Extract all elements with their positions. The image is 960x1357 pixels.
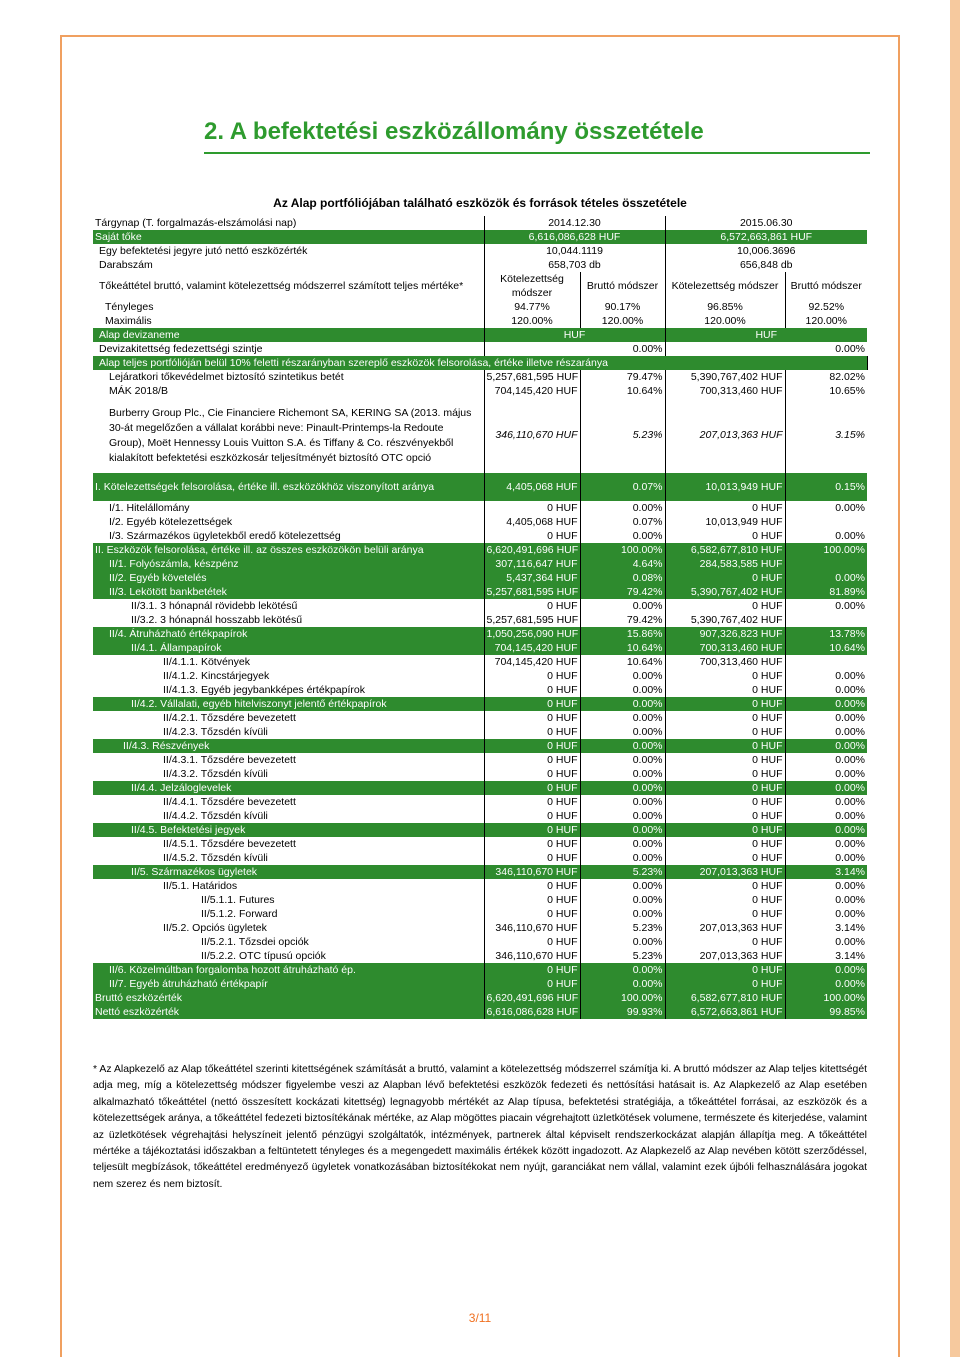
row-label: II/4.1.3. Egyéb jegybankképes értékpapírok: [93, 683, 484, 697]
value-2014: 0 HUF: [484, 501, 580, 515]
table-row: [93, 571, 867, 585]
table-row: [93, 272, 867, 300]
table-row: [93, 697, 867, 711]
value-2014: 346,110,670 HUF: [484, 949, 580, 963]
value-2015: 0.00%: [835, 342, 865, 355]
value-2014: 120.00%: [484, 314, 580, 328]
ratio-2015: 99.85%: [785, 1005, 867, 1019]
value-2015: 2015.06.30: [739, 216, 793, 229]
value-2014: Kötelezettség módszer: [484, 272, 580, 300]
table-row: [93, 216, 867, 230]
ratio-2014: 0.00%: [580, 683, 665, 697]
ratio-2015: 0.00%: [835, 711, 865, 724]
ratio-2015: 0.00%: [785, 781, 867, 795]
ratio-2014: 0.07%: [580, 515, 665, 529]
ratio-2015: 3.15%: [835, 429, 865, 441]
value-2015: 10,013,949 HUF: [665, 473, 785, 501]
value-2015: 0 HUF: [665, 501, 785, 515]
value-2014: 0 HUF: [484, 739, 580, 753]
ratio-2015: 0.00%: [835, 837, 865, 850]
ratio-2014: 0.00%: [580, 753, 665, 767]
value-2014: 704,145,420 HUF: [484, 641, 580, 655]
table-row: [93, 384, 867, 398]
row-label: II/4.5. Befektetési jegyek: [93, 823, 484, 837]
value-2015: 0 HUF: [665, 753, 785, 767]
ratio-2015: Bruttó módszer: [790, 280, 862, 292]
value-2014: 4,405,068 HUF: [484, 515, 580, 529]
value-2014: 6,620,491,696 HUF: [484, 991, 580, 1005]
ratio-2015: 0.15%: [785, 473, 867, 501]
table-row: [93, 342, 867, 356]
value-2014: 346,110,670 HUF: [484, 921, 580, 935]
value-2015: 0 HUF: [665, 893, 785, 907]
table-row: [93, 599, 867, 613]
value-2014: 704,145,420 HUF: [484, 655, 580, 669]
ratio-2014: 90.17%: [580, 300, 665, 314]
value-2014: 0 HUF: [484, 795, 580, 809]
portfolio-table: [93, 216, 868, 1019]
row-label: II/4.5.1. Tőzsdére bevezetett: [93, 837, 484, 851]
ratio-2014: 10.64%: [580, 641, 665, 655]
row-label: Saját tőke: [93, 230, 484, 244]
table-row: [93, 711, 867, 725]
ratio-2015: 0.00%: [835, 725, 865, 738]
value-2014: 0 HUF: [484, 711, 580, 725]
ratio-2015: 0.00%: [835, 935, 865, 948]
value-2014: 658,703 db: [484, 258, 665, 272]
table-row: [93, 781, 867, 795]
ratio-2014: 0.00%: [580, 879, 665, 893]
value-2015: 120.00%: [665, 314, 785, 328]
ratio-2015: 3.14%: [835, 921, 865, 934]
ratio-2014: 0.08%: [580, 571, 665, 585]
value-2014: 4,405,068 HUF: [484, 473, 580, 501]
value-2015: 0 HUF: [665, 809, 785, 823]
ratio-2014: 79.47%: [580, 370, 665, 384]
value-2014: 0 HUF: [484, 683, 580, 697]
value-2015: 6,572,663,861 HUF: [665, 230, 867, 244]
value-2015: 0 HUF: [665, 683, 785, 697]
row-label: Alap devizaneme: [93, 328, 484, 342]
row-label: Egy befektetési jegyre jutó nettó eszközérték: [93, 244, 484, 258]
value-2014: 6,616,086,628 HUF: [484, 1005, 580, 1019]
row-label: II/5.2. Opciós ügyletek: [93, 921, 484, 935]
table-row: [93, 328, 867, 342]
value-2014: 0 HUF: [484, 879, 580, 893]
ratio-2015: [785, 515, 867, 529]
table-row: [93, 963, 867, 977]
value-2014: 0 HUF: [484, 697, 580, 711]
value-2014: 0 HUF: [484, 893, 580, 907]
row-label: II/4.3.2. Tőzsdén kívüli: [93, 767, 484, 781]
table-row: [93, 851, 867, 865]
table-row: [93, 515, 867, 529]
ratio-2015: [785, 655, 867, 669]
table-row: [93, 739, 867, 753]
table-row: [93, 356, 867, 370]
value-2014: 94.77%: [484, 300, 580, 314]
ratio-2014: 0.00%: [580, 893, 665, 907]
ratio-2014: 0.00%: [580, 599, 665, 613]
ratio-2015: 0.00%: [835, 683, 865, 696]
ratio-2014: 0.00%: [580, 907, 665, 921]
value-2014: 5,437,364 HUF: [484, 571, 580, 585]
ratio-2014: 0.00%: [580, 725, 665, 739]
ratio-2015: 0.00%: [835, 879, 865, 892]
table-row: [93, 258, 867, 272]
value-2015: 207,013,363 HUF: [665, 398, 785, 473]
row-label: Devizakitettség fedezettségi szintje: [93, 342, 484, 356]
table-row: [93, 893, 867, 907]
value-2015: 656,848 db: [739, 258, 793, 271]
value-2015: 6,582,677,810 HUF: [665, 991, 785, 1005]
value-2015: 0 HUF: [665, 767, 785, 781]
ratio-2015: 0.00%: [785, 963, 867, 977]
ratio-2015: 82.02%: [829, 370, 865, 383]
row-label: II/4.2.3. Tőzsdén kívüli: [93, 725, 484, 739]
table-row: [93, 501, 867, 515]
row-label: Burberry Group Plc., Cie Financiere Richemont SA, KERING SA (2013. május 30-át megelőzően a vállalat korábbi neve: Pinault-Printemps-la Redoute Group), Moët Hennessy Louis Vuitton S.A. és Tiffany & Co. részvényekből kialakított befektetési eszközkosár teljesítményét biztosító OTC opció: [93, 398, 484, 473]
ratio-2015: 10.65%: [829, 384, 865, 397]
value-2015: 0 HUF: [665, 571, 785, 585]
ratio-2015: 0.00%: [835, 795, 865, 808]
page-number: 3/11: [468, 1311, 492, 1325]
value-2015: 0 HUF: [665, 837, 785, 851]
value-2015: 207,013,363 HUF: [665, 921, 785, 935]
value-2014: 5,257,681,595 HUF: [484, 585, 580, 599]
ratio-2014: 10.64%: [580, 655, 665, 669]
table-row: [93, 613, 867, 627]
value-2015: 96.85%: [665, 300, 785, 314]
ratio-2015: 0.00%: [835, 907, 865, 920]
value-2014: 0 HUF: [484, 725, 580, 739]
table-row: [93, 641, 867, 655]
ratio-2015: 0.00%: [785, 571, 867, 585]
table-row: [93, 977, 867, 991]
table-row: [93, 935, 867, 949]
value-2015: 0 HUF: [665, 795, 785, 809]
value-2014: 1,050,256,090 HUF: [484, 627, 580, 641]
table-row: [93, 398, 867, 473]
row-label: II/4.1.1. Kötvények: [93, 655, 484, 669]
ratio-2014: 120.00%: [580, 314, 665, 328]
value-2014: 0 HUF: [484, 767, 580, 781]
ratio-2014: 0.00%: [580, 529, 665, 543]
ratio-2015: 13.78%: [785, 627, 867, 641]
row-label: Maximális: [93, 314, 484, 328]
table-row: [93, 585, 867, 599]
ratio-2014: 0.00%: [580, 837, 665, 851]
ratio-2015: 0.00%: [835, 893, 865, 906]
value-2015: 0 HUF: [665, 697, 785, 711]
ratio-2015: 3.14%: [835, 949, 865, 962]
value-2014: 0 HUF: [484, 935, 580, 949]
ratio-2015: 0.00%: [835, 753, 865, 766]
value-2015: 0 HUF: [665, 879, 785, 893]
value-2015: Kötelezettség módszer: [665, 272, 785, 300]
ratio-2015: 0.00%: [835, 599, 865, 612]
value-2014: 0 HUF: [484, 907, 580, 921]
value-2015: 0 HUF: [665, 669, 785, 683]
ratio-2015: 120.00%: [805, 314, 847, 327]
row-label: I/1. Hitelállomány: [93, 501, 484, 515]
value-2014: 0 HUF: [484, 529, 580, 543]
value-2014: 5,257,681,595 HUF: [484, 370, 580, 384]
table-row: [93, 991, 867, 1005]
table-row: [93, 683, 867, 697]
value-2014: 2014.12.30: [484, 216, 665, 230]
row-label: Tárgynap (T. forgalmazás-elszámolási nap): [93, 216, 484, 230]
row-label: Lejáratkori tőkevédelmet biztosító szintetikus betét: [93, 370, 484, 384]
table-row: [93, 655, 867, 669]
row-label: II/4.2.1. Tőzsdére bevezetett: [93, 711, 484, 725]
value-2015: 5,390,767,402 HUF: [665, 585, 785, 599]
ratio-2014: 4.64%: [580, 557, 665, 571]
value-2014: 0 HUF: [484, 781, 580, 795]
ratio-2015: 0.00%: [835, 529, 865, 542]
value-2014: 0 HUF: [484, 963, 580, 977]
ratio-2014: 0.00%: [580, 977, 665, 991]
value-2014: 5,257,681,595 HUF: [484, 613, 580, 627]
row-label: II/1. Folyószámla, készpénz: [93, 557, 484, 571]
row-label: Darabszám: [93, 258, 484, 272]
footnote: * Az Alapkezelő az Alap tőkeáttétel szerinti kitettségének számítását a bruttó, valamint a kötelezettség módszerrel számítja ki. A bruttó módszer az Alap teljes kitettségét adja meg, míg a kötelezettség módszer figyelembe veszi az Alapban lévő befektetési eszközök fedezeti és nettósítási hatásait is. Az Alapkezelő az Alap esetében alkalmazható tőkeáttétel (nettó összesített kockázati kitettség) legnagyobb mértékét az Alap típusa, befektetési stratégiája, a tőkeáttétel forrásai, az eszközök és a kötelezettségek aránya, a tőkeáttétel fedezeti biztosítékának mértéke, az Alap mögöttes piacain végrehajtott üzletkötések volumene, természete és kiterjedése, valamint az üzletkötések végrehajtási helyszíneit jelentő pénzügyi szolgáltatók, intézmények, partnerek által képviselt rendszerkockázat alapján állapítja meg. A tőkeáttétel mértéke a tájékoztatási időszakban a feltüntetett tényleges és a megengedett maximális értékek között ingadozott. Az Alapkezelő az Alap nevében kötött szerződéssel, teljesült megbízások, tőkeáttétel eredményező ügyletek vonatkozásában biztosítékokat nem nyújt, garanciákat nem vállal, valamint ezek újbóli felhasználására jogokat nem szerez és nem biztosít.: [93, 1064, 867, 1190]
row-label: II/3.1. 3 hónapnál rövidebb lekötésű: [93, 599, 484, 613]
table-row: [93, 823, 867, 837]
value-2015: 700,313,460 HUF: [665, 655, 785, 669]
value-2015: 0 HUF: [665, 781, 785, 795]
row-label: Nettó eszközérték: [93, 1005, 484, 1019]
value-2015: 5,390,767,402 HUF: [665, 613, 785, 627]
row-label: II/4.3. Részvények: [93, 739, 484, 753]
ratio-2014: 0.00%: [580, 781, 665, 795]
value-2015: 0 HUF: [665, 851, 785, 865]
table-row: [93, 837, 867, 851]
ratio-2015: [785, 557, 867, 571]
value-2014: 10,044.1119: [484, 244, 665, 258]
value-2015: 207,013,363 HUF: [665, 949, 785, 963]
ratio-2014: 0.00%: [580, 669, 665, 683]
table-row: [93, 795, 867, 809]
row-label: II/5.2.1. Tőzsdei opciók: [93, 935, 484, 949]
row-label: II/7. Egyéb átruházható értékpapír: [93, 977, 484, 991]
table-row: [93, 921, 867, 935]
value-2014: 0 HUF: [484, 809, 580, 823]
value-2014: 0 HUF: [484, 851, 580, 865]
ratio-2014: 0.07%: [580, 473, 665, 501]
table-row: [93, 809, 867, 823]
value-2015: 0 HUF: [665, 963, 785, 977]
ratio-2014: 0.00%: [580, 697, 665, 711]
ratio-2014: 0.00%: [580, 823, 665, 837]
ratio-2014: 0.00%: [580, 767, 665, 781]
value-2015: 0 HUF: [665, 725, 785, 739]
value-2015: 284,583,585 HUF: [665, 557, 785, 571]
value-2014: 704,145,420 HUF: [484, 384, 580, 398]
ratio-2014: 0.00%: [580, 711, 665, 725]
ratio-2014: 0.00%: [580, 851, 665, 865]
ratio-2015: 100.00%: [785, 543, 867, 557]
ratio-2014: 100.00%: [580, 543, 665, 557]
row-label: II/4.2. Vállalati, egyéb hitelviszonyt jelentő értékpapírok: [93, 697, 484, 711]
value-2015: 6,582,677,810 HUF: [665, 543, 785, 557]
value-2015: 6,572,663,861 HUF: [665, 1005, 785, 1019]
table-row: [93, 865, 867, 879]
ratio-2014: 100.00%: [580, 991, 665, 1005]
ratio-2014: 0.00%: [580, 809, 665, 823]
row-label: Tényleges: [93, 300, 484, 314]
value-2015: 0 HUF: [665, 907, 785, 921]
ratio-2015: 0.00%: [835, 851, 865, 864]
row-label: II/4.1.2. Kincstárjegyek: [93, 669, 484, 683]
table-row: [93, 314, 867, 328]
value-2015: 0 HUF: [665, 977, 785, 991]
ratio-2015: 81.89%: [785, 585, 867, 599]
row-label: II. Eszközök felsorolása, értéke ill. az összes eszközökön belüli aránya: [93, 543, 484, 557]
table-row: [93, 543, 867, 557]
ratio-2015: [785, 613, 867, 627]
ratio-2014: 0.00%: [580, 501, 665, 515]
ratio-2014: 0.00%: [580, 963, 665, 977]
value-2015: 0 HUF: [665, 935, 785, 949]
row-label: II/3.2. 3 hónapnál hosszabb lekötésű: [93, 613, 484, 627]
ratio-2015: 0.00%: [785, 823, 867, 837]
ratio-2014: 79.42%: [580, 585, 665, 599]
row-label: Tőkeáttétel bruttó, valamint kötelezettség módszerrel számított teljes mértéke*: [93, 272, 484, 300]
value-2015: 0 HUF: [665, 599, 785, 613]
row-label: II/4. Átruházható értékpapírok: [93, 627, 484, 641]
table-row: [93, 529, 867, 543]
row-label: II/5.2.2. OTC típusú opciók: [93, 949, 484, 963]
value-2015: 907,326,823 HUF: [665, 627, 785, 641]
table-row: [93, 627, 867, 641]
table-row: [93, 557, 867, 571]
table-row: [93, 907, 867, 921]
table-row: [93, 669, 867, 683]
value-2015: 0 HUF: [665, 739, 785, 753]
section-title: 2. A befektetési eszközállomány összetétele: [204, 118, 704, 145]
table-row: [93, 767, 867, 781]
value-2015: 700,313,460 HUF: [665, 641, 785, 655]
row-label: II/4.4.2. Tőzsdén kívüli: [93, 809, 484, 823]
row-label: II/5.1.2. Forward: [93, 907, 484, 921]
table-row: [93, 949, 867, 963]
value-2014: 307,116,647 HUF: [484, 557, 580, 571]
value-2014: 6,616,086,628 HUF: [484, 230, 665, 244]
ratio-2015: 0.00%: [785, 977, 867, 991]
row-label: II/5.1. Határidos: [93, 879, 484, 893]
table-row: [93, 879, 867, 893]
table-row: [93, 753, 867, 767]
value-2015: 700,313,460 HUF: [665, 384, 785, 398]
row-label: II/2. Egyéb követelés: [93, 571, 484, 585]
value-2015: 0 HUF: [665, 823, 785, 837]
row-label: II/5. Származékos ügyletek: [93, 865, 484, 879]
value-2015: 207,013,363 HUF: [665, 865, 785, 879]
ratio-2015: 10.64%: [785, 641, 867, 655]
row-label: I/2. Egyéb kötelezettségek: [93, 515, 484, 529]
row-label: II/3. Lekötött bankbetétek: [93, 585, 484, 599]
ratio-2014: 0.00%: [580, 795, 665, 809]
row-label: II/5.1.1. Futures: [93, 893, 484, 907]
row-label: Bruttó eszközérték: [93, 991, 484, 1005]
row-label: MÁK 2018/B: [93, 384, 484, 398]
row-label: II/4.3.1. Tőzsdére bevezetett: [93, 753, 484, 767]
title-underline: [204, 152, 870, 154]
ratio-2014: 15.86%: [580, 627, 665, 641]
value-2014: 346,110,670 HUF: [484, 865, 580, 879]
table-row: [93, 300, 867, 314]
value-2015: 10,013,949 HUF: [665, 515, 785, 529]
value-2014: 0 HUF: [484, 669, 580, 683]
ratio-2015: 0.00%: [835, 501, 865, 514]
value-2014: 6,620,491,696 HUF: [484, 543, 580, 557]
value-2015: HUF: [665, 328, 867, 342]
ratio-2014: 79.42%: [580, 613, 665, 627]
table-row: [93, 370, 867, 384]
ratio-2015: 3.14%: [785, 865, 867, 879]
value-2014: 0 HUF: [484, 823, 580, 837]
value-2014: HUF: [484, 328, 665, 342]
value-2014: 0.00%: [484, 342, 665, 356]
value-2015: 0 HUF: [665, 711, 785, 725]
ratio-2015: 92.52%: [808, 300, 845, 313]
ratio-2014: 5.23%: [580, 398, 665, 473]
ratio-2014: 5.23%: [580, 949, 665, 963]
value-2015: 10,006.3696: [737, 244, 796, 257]
value-2014: 0 HUF: [484, 753, 580, 767]
row-label: I. Kötelezettségek felsorolása, értéke ill. eszközökhöz viszonyított aránya: [93, 473, 484, 501]
ratio-2014: 0.00%: [580, 935, 665, 949]
row-label: II/4.1. Állampapírok: [93, 641, 484, 655]
table-row: [93, 473, 867, 501]
row-label: II/4.4.1. Tőzsdére bevezetett: [93, 795, 484, 809]
row-label: I/3. Származékos ügyletekből eredő kötelezettség: [93, 529, 484, 543]
table-row: [93, 1005, 867, 1019]
ratio-2015: 0.00%: [835, 669, 865, 682]
row-label: II/6. Közelmúltban forgalomba hozott átruházható ép.: [93, 963, 484, 977]
row-label: II/4.5.2. Tőzsdén kívüli: [93, 851, 484, 865]
ratio-2014: 0.00%: [580, 739, 665, 753]
ratio-2014: 10.64%: [580, 384, 665, 398]
row-label: II/4.4. Jelzáloglevelek: [93, 781, 484, 795]
value-2014: 0 HUF: [484, 977, 580, 991]
value-2014: 0 HUF: [484, 837, 580, 851]
ratio-2014: 99.93%: [580, 1005, 665, 1019]
value-2015: 0 HUF: [665, 529, 785, 543]
ratio-2014: 5.23%: [580, 865, 665, 879]
ratio-2014: 5.23%: [580, 921, 665, 935]
table-row: [93, 725, 867, 739]
table-row: [93, 230, 867, 244]
ratio-2014: Bruttó módszer: [580, 272, 665, 300]
ratio-2015: 0.00%: [785, 697, 867, 711]
table-title: Az Alap portfóliójában található eszközök és források tételes összetétele: [273, 196, 687, 210]
ratio-2015: 0.00%: [835, 809, 865, 822]
value-2015: 5,390,767,402 HUF: [665, 370, 785, 384]
ratio-2015: 0.00%: [835, 767, 865, 780]
table-row: [93, 244, 867, 258]
ratio-2015: 100.00%: [785, 991, 867, 1005]
ratio-2015: 0.00%: [785, 739, 867, 753]
row-label: Alap teljes portfólióján belül 10% feletti részarányban szereplő eszközök felsorolása, értéke illetve részaránya: [93, 356, 867, 370]
value-2014: 346,110,670 HUF: [484, 398, 580, 473]
value-2014: 0 HUF: [484, 599, 580, 613]
